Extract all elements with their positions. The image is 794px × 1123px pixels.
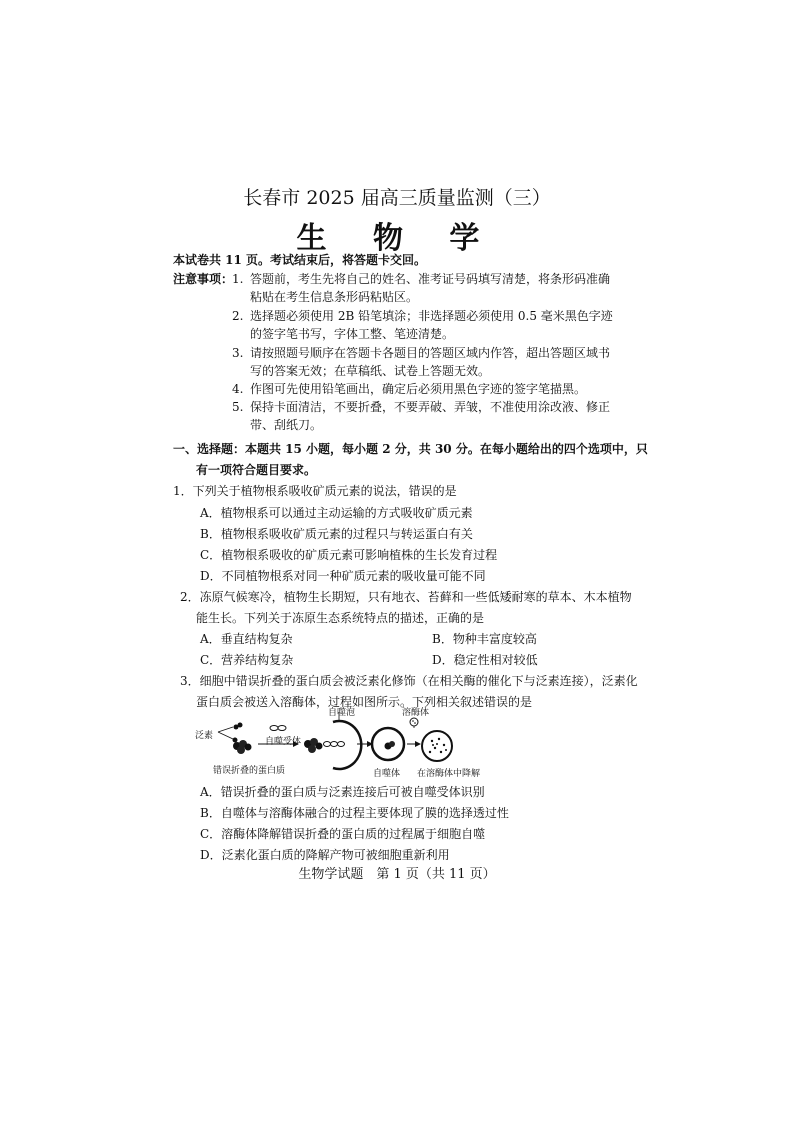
question-2-option-d: D．稳定性相对较低 xyxy=(432,653,538,667)
question-1-option-a: A．植物根系可以通过主动运输的方式吸收矿质元素 xyxy=(200,506,473,520)
question-1-stem: 1．下列关于植物根系吸收矿质元素的说法，错误的是 xyxy=(173,484,457,498)
question-2-stem-cont: 能生长。下列关于冻原生态系统特点的描述，正确的是 xyxy=(196,611,485,625)
note-3-line2: 写的答案无效；在草稿纸、试卷上答题无效。 xyxy=(250,364,491,378)
exam-intro: 本试卷共 11 页。考试结束后，将答题卡交回。 xyxy=(173,253,427,267)
question-2-option-c: C．营养结构复杂 xyxy=(200,653,294,667)
label-lysosome: 溶酶体 xyxy=(402,708,430,718)
autophagy-diagram xyxy=(195,708,481,780)
bound-protein xyxy=(304,738,345,753)
note-3-num: 3. xyxy=(232,346,244,360)
label-ubiquitin: 泛素 xyxy=(195,731,214,741)
note-4-num: 4. xyxy=(232,382,244,396)
question-3-option-b: B．自噬体与溶酶体融合的过程主要体现了膜的选择透过性 xyxy=(200,806,509,820)
note-4-line1: 作图可先使用铅笔画出，确定后必须用黑色字迹的签字笔描黑。 xyxy=(250,382,587,396)
page-footer: 生物学试题 第 1 页（共 11 页） xyxy=(298,867,496,882)
label-phagophore: 自噬泡 xyxy=(328,708,356,718)
note-1-num: 1. xyxy=(232,272,244,286)
section-heading-cont: 有一项符合题目要求。 xyxy=(196,463,317,477)
question-3-option-a: A．错误折叠的蛋白质与泛素连接后可被自噬受体识别 xyxy=(200,785,485,799)
question-3-stem: 3．细胞中错误折叠的蛋白质会被泛素化修饰（在相关酶的催化下与泛素连接），泛素化 xyxy=(180,674,638,688)
lysosome-shape xyxy=(410,718,418,728)
question-2-option-b: B．物种丰富度较高 xyxy=(432,632,537,646)
question-3-option-c: C．溶酶体降解错误折叠的蛋白质的过程属于细胞自噬 xyxy=(200,827,486,841)
notes-label: 注意事项： xyxy=(173,272,234,286)
label-degradation: 在溶酶体中降解 xyxy=(417,769,481,779)
section-heading: 一、选择题：本题共 15 小题，每小题 2 分，共 30 分。在每小题给出的四个选项中，只 xyxy=(173,442,648,456)
exam-title: 长春市 2025 届高三质量监测（三） xyxy=(243,187,551,209)
note-1-line1: 答题前，考生先将自己的姓名、准考证号码填写清楚，将条形码准确 xyxy=(250,272,611,286)
note-3-line1: 请按照题号顺序在答题卡各题目的答题区域内作答，超出答题区域书 xyxy=(250,346,611,360)
question-2-option-a: A．垂直结构复杂 xyxy=(200,632,293,646)
autophagosome-shape xyxy=(372,728,404,760)
note-2-num: 2. xyxy=(232,309,244,323)
note-5-line1: 保持卡面清洁，不要折叠，不要弄破、弄皱，不准使用涂改液、修正 xyxy=(250,400,611,414)
label-misfolded-protein: 错误折叠的蛋白质 xyxy=(213,766,286,776)
label-autophagy-receptor: 自噬受体 xyxy=(265,737,302,747)
misfolded-protein-cluster xyxy=(233,723,252,755)
question-1-option-d: D．不同植物根系对同一种矿质元素的吸收量可能不同 xyxy=(200,569,486,583)
note-1-line2: 粘贴在考生信息条形码粘贴区。 xyxy=(250,290,419,304)
note-2-line1: 选择题必须使用 2B 铅笔填涂；非选择题必须使用 0.5 毫米黑色字迹 xyxy=(250,309,613,323)
autophagy-receptor-shape xyxy=(270,726,286,731)
label-autophagosome: 自噬体 xyxy=(373,769,401,779)
question-3-option-d: D．泛素化蛋白质的降解产物可被细胞重新利用 xyxy=(200,848,450,862)
note-5-num: 5. xyxy=(232,400,244,414)
note-5-line2: 带、刮纸刀。 xyxy=(250,418,323,432)
question-2-stem: 2．冻原气候寒冷，植物生长期短，只有地衣、苔藓和一些低矮耐寒的草本、木本植物 xyxy=(180,590,632,604)
subject-title: 生 物 学 xyxy=(296,221,498,256)
question-3-stem-cont: 蛋白质会被送入溶酶体，过程如图所示。下列相关叙述错误的是 xyxy=(196,695,533,709)
note-2-line2: 的签字笔书写，字体工整、笔迹清楚。 xyxy=(250,327,455,341)
question-1-option-b: B．植物根系吸收矿质元素的过程只与转运蛋白有关 xyxy=(200,527,473,541)
question-1-option-c: C．植物根系吸收的矿质元素可影响植株的生长发育过程 xyxy=(200,548,498,562)
degradation-vesicle xyxy=(422,731,452,761)
